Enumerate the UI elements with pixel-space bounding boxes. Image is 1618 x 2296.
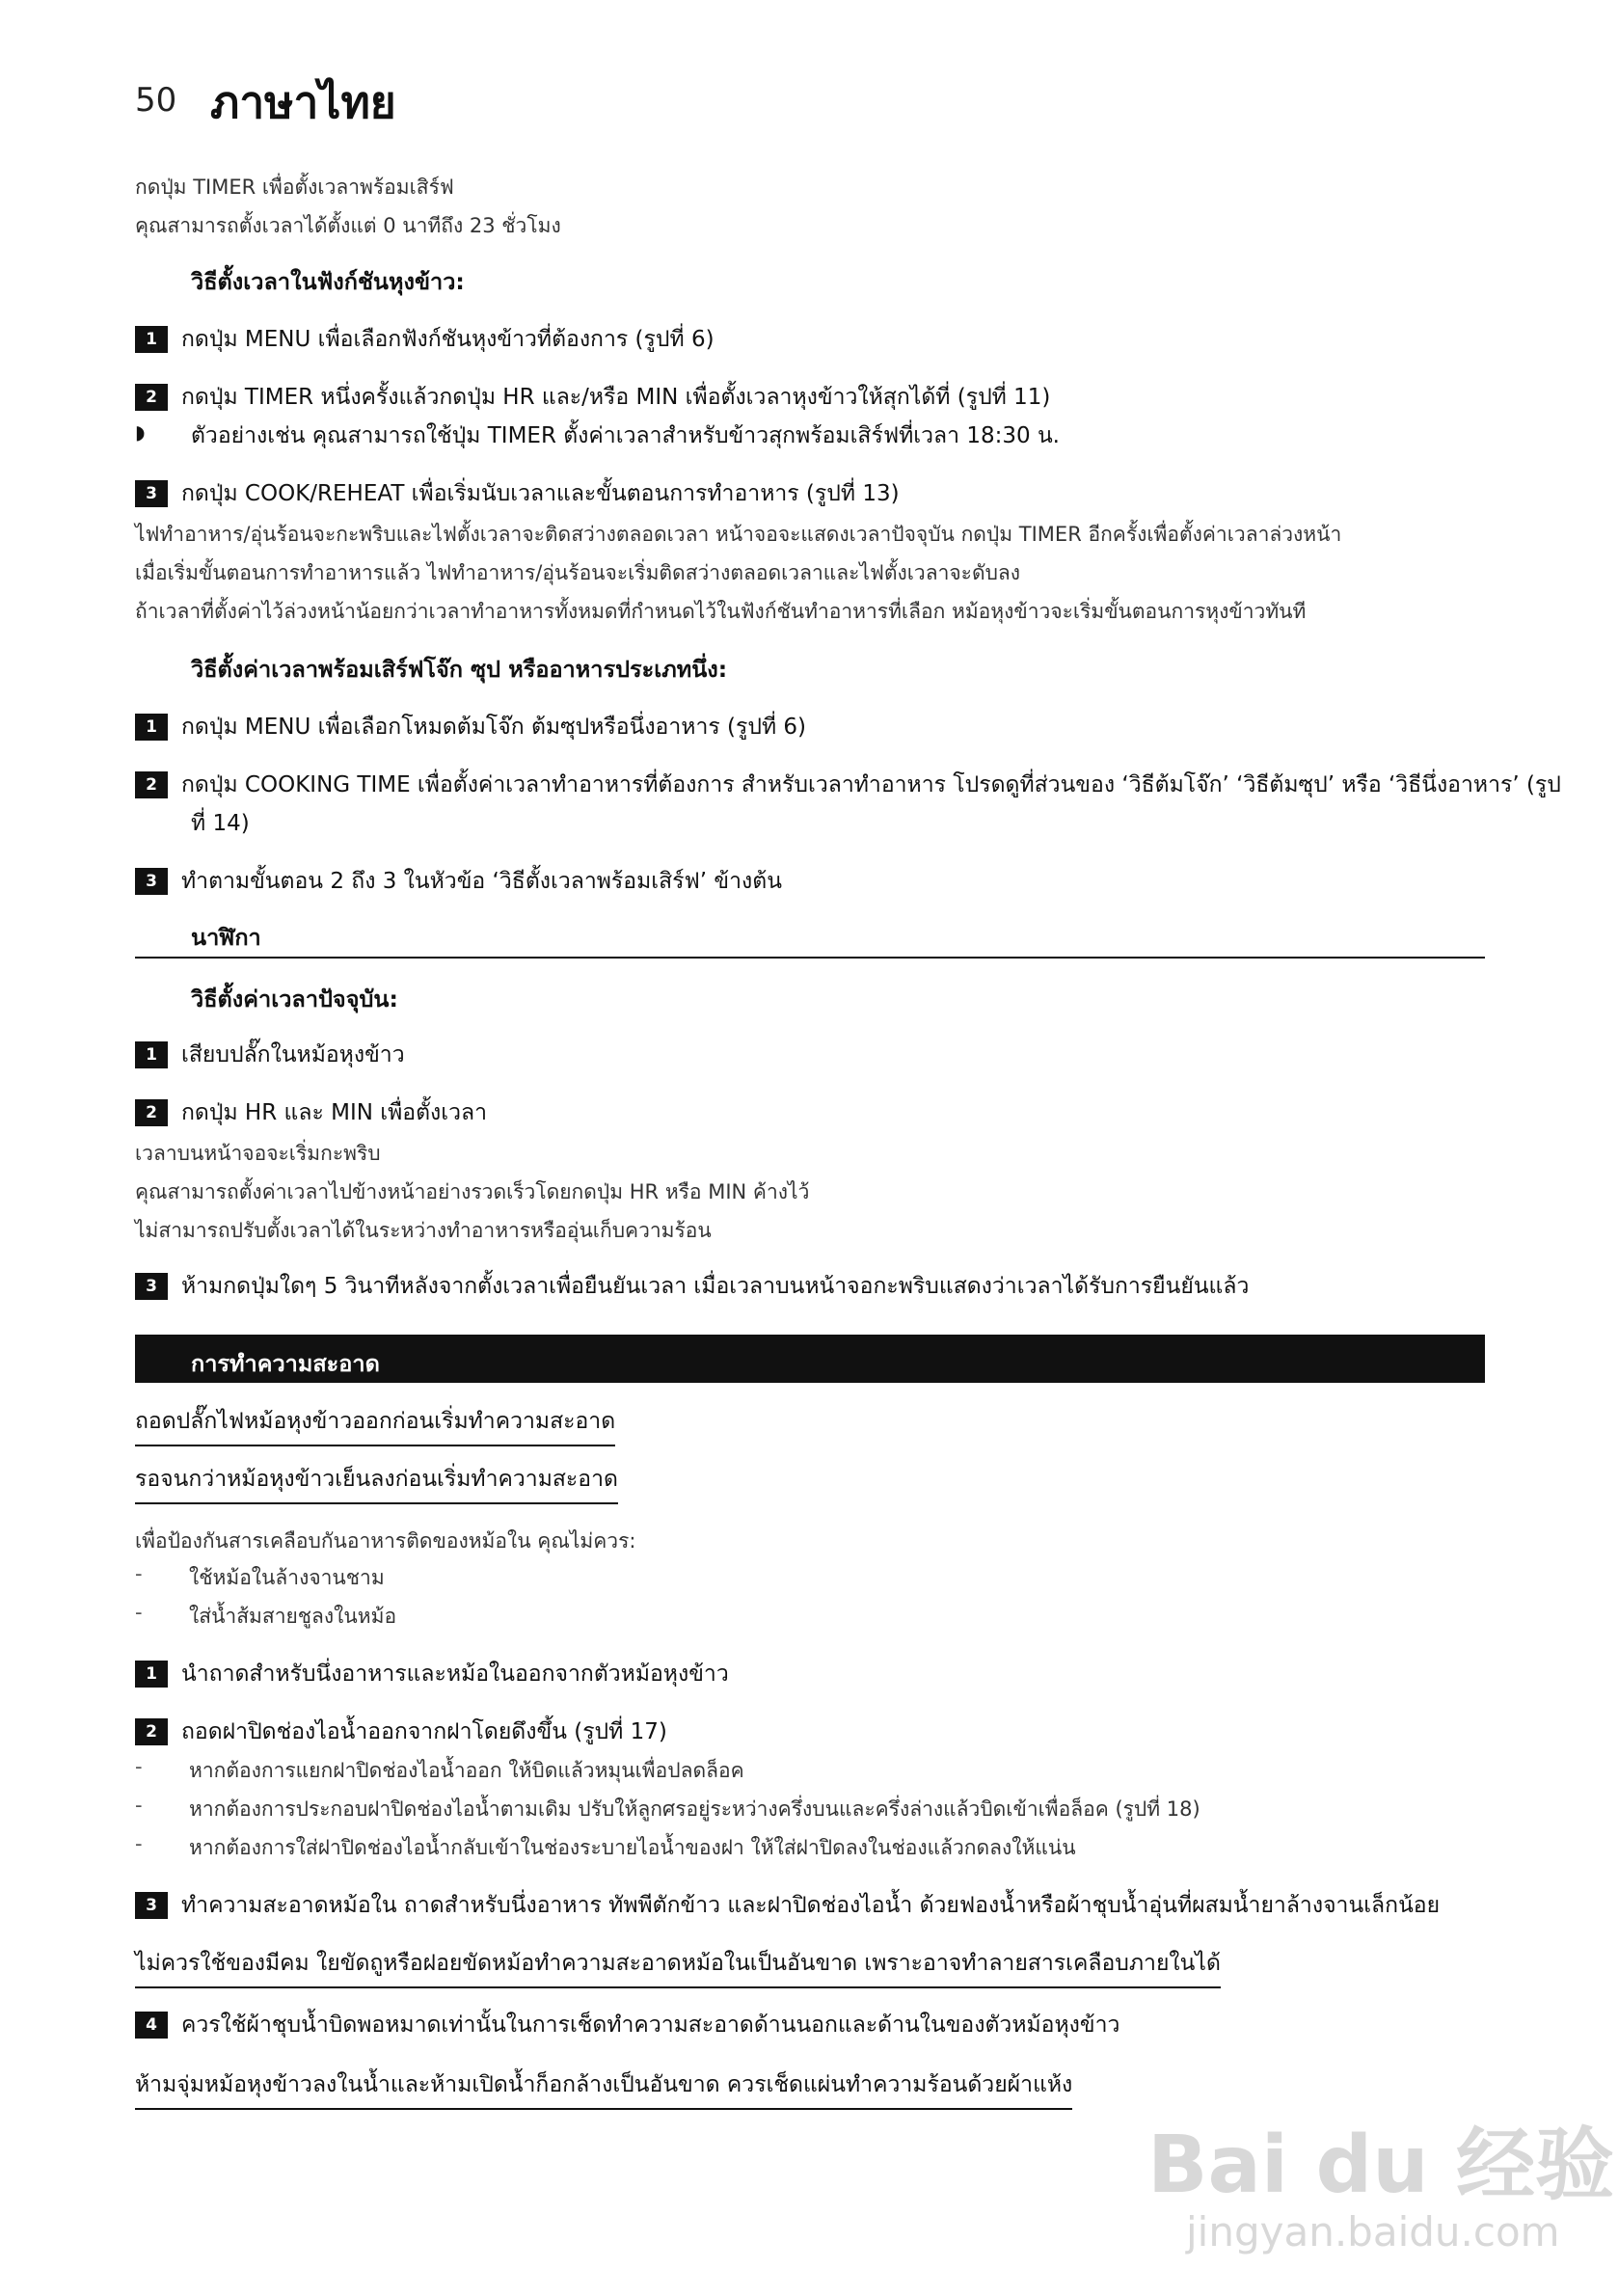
intro-line-2: คุณสามารถตั้งเวลาได้ตั้งแต่ 0 นาทีถึง 23 ชั่วโมง	[135, 214, 561, 237]
porridge-timer-step-1	[135, 710, 806, 744]
watermark-url: jingyan.baidu.com	[1186, 2208, 1560, 2255]
section-divider	[135, 957, 1485, 959]
step-number: 3	[135, 1892, 168, 1919]
cleaning-sub-1: หากต้องการแยกฝาปิดช่องไอน้ำออก ให้บิดแล้วหมุนเพื่อปลดล็อค	[189, 1759, 744, 1782]
cleaning-section-title: การทำความสะอาด	[191, 1350, 380, 1377]
cleaning-warning-2: รอจนกว่าหม้อหุงข้าวเย็นลงก่อนเริ่มทำความสะอาด	[135, 1462, 618, 1504]
cleaning-warning-1: ถอดปลั๊กไฟหม้อหุงข้าวออกก่อนเริ่มทำความสะอาด	[135, 1404, 615, 1446]
cleaning-sub-3: หากต้องการใส่ฝาปิดช่องไอน้ำกลับเข้าในช่องระบายไอน้ำของฝา ให้ใส่ฝาปิดลงในช่องแล้วกดลงให้แน่น	[189, 1836, 1076, 1859]
cleaning-step-3	[135, 1888, 1440, 1923]
cleaning-step-4	[135, 2008, 1119, 2042]
step-text: กดปุ่ม HR และ MIN เพื่อตั้งเวลา	[181, 1100, 488, 1125]
step-number: 1	[135, 326, 168, 353]
cook-timer-example: ตัวอย่างเช่น คุณสามารถใช้ปุ่ม TIMER ตั้งค่าเวลาสำหรับข้าวสุกพร้อมเสิร์ฟที่เวลา 18:30 น.	[191, 423, 1060, 448]
cleaning-intro: เพื่อป้องกันสารเคลือบกันอาหารติดของหม้อใน คุณไม่ควร:	[135, 1529, 636, 1553]
step-number: 2	[135, 1099, 168, 1126]
step-text: นำถาดสำหรับนึ่งอาหารและหม้อในออกจากตัวหม้อหุงข้าว	[181, 1661, 729, 1687]
page-number: 50	[135, 81, 177, 120]
cleaning-warning-4: ห้ามจุ่มหม้อหุงข้าวลงในน้ำและห้ามเปิดน้ำก็อกล้างเป็นอันขาด ควรเช็ดแผ่นทำความร้อนด้วยผ้าแห้ง	[135, 2067, 1072, 2110]
cleaning-step-1	[135, 1657, 729, 1691]
porridge-timer-heading: วิธีตั้งค่าเวลาพร้อมเสิร์ฟโจ๊ก ซุป หรืออาหารประเภทนึ่ง:	[191, 656, 728, 683]
cook-timer-step-3	[135, 476, 900, 511]
cleaning-warning-3: ไม่ควรใช้ของมีคม ใยขัดถูหรือฝอยขัดหม้อทำความสะอาดหม้อในเป็นอันขาด เพราะอาจทำลายสารเคลือบภายในได้	[135, 1946, 1221, 1988]
step-number: 2	[135, 771, 168, 798]
bullet-icon: ◗	[135, 420, 146, 444]
step-number: 3	[135, 868, 168, 895]
clock-section-title: นาฬิกา	[191, 924, 261, 951]
porridge-timer-step-2-cont: ที่ 14)	[191, 811, 250, 836]
step-text: ทำตามขั้นตอน 2 ถึง 3 ในหัวข้อ ‘วิธีตั้งเวลาพร้อมเสิร์ฟ’ ข้างต้น	[181, 869, 782, 894]
step-number: 2	[135, 384, 168, 411]
cleaning-step-2	[135, 1715, 667, 1749]
cook-timer-step-1	[135, 322, 715, 357]
dash-icon: -	[135, 1755, 143, 1778]
step-number: 1	[135, 714, 168, 741]
cleaning-dont-1: ใช้หม้อในล้างจานชาม	[189, 1566, 385, 1589]
step-text: ควรใช้ผ้าชุบน้ำบิดพอหมาดเท่านั้นในการเช็ดทำความสะอาดด้านนอกและด้านในของตัวหม้อหุงข้าว	[181, 2012, 1120, 2038]
clock-step-3	[135, 1269, 1249, 1304]
step-number: 4	[135, 2012, 168, 2039]
dash-icon: -	[135, 1562, 143, 1585]
porridge-timer-step-3	[135, 864, 782, 899]
clock-note-1: เวลาบนหน้าจอจะเริ่มกะพริบ	[135, 1142, 381, 1165]
cleaning-sub-2: หากต้องการประกอบฝาปิดช่องไอน้ำตามเดิม ปรับให้ลูกศรอยู่ระหว่างครึ่งบนและครึ่งล่างแล้วบิดเข้าเพื่อล็อค (รูปที่ 18)	[189, 1797, 1200, 1821]
step-number: 1	[135, 1041, 168, 1068]
dash-icon: -	[135, 1794, 143, 1817]
page-title: ภาษาไทย	[210, 76, 396, 128]
step-text: เสียบปลั๊กในหม้อหุงข้าว	[181, 1042, 405, 1067]
cleaning-dont-2: ใส่น้ำส้มสายชูลงในหม้อ	[189, 1605, 397, 1628]
cook-timer-note-3: ถ้าเวลาที่ตั้งค่าไว้ล่วงหน้าน้อยกว่าเวลาทำอาหารทั้งหมดที่กำหนดไว้ในฟังก์ชันทำอาหารที่เลือก หม้อหุงข้าวจะเริ่มขั้นตอนการหุงข้าวทันที	[135, 600, 1307, 623]
dash-icon: -	[135, 1832, 143, 1855]
step-text: กดปุ่ม TIMER หนึ่งครั้งแล้วกดปุ่ม HR และ/หรือ MIN เพื่อตั้งเวลาหุงข้าวให้สุกได้ที่ (รูปที่ 11)	[181, 385, 1051, 410]
dash-icon: -	[135, 1601, 143, 1624]
step-text: กดปุ่ม COOKING TIME เพื่อตั้งค่าเวลาทำอาหารที่ต้องการ สำหรับเวลาทำอาหาร โปรดดูที่ส่วนของ ‘วิธีต้มโจ๊ก’ ‘วิธีต้มซุป’ หรือ ‘วิธีนึ่งอาหาร’ (รูป	[181, 772, 1561, 797]
step-text: ทำความสะอาดหม้อใน ถาดสำหรับนึ่งอาหาร ทัพพีตักข้าว และฝาปิดช่องไอน้ำ ด้วยฟองน้ำหรือผ้าชุบน้ำอุ่นที่ผสมน้ำยาล้างจานเล็กน้อย	[181, 1893, 1441, 1918]
clock-note-3: ไม่สามารถปรับตั้งเวลาได้ในระหว่างทำอาหารหรืออุ่นเก็บความร้อน	[135, 1219, 712, 1242]
step-number: 3	[135, 480, 168, 507]
cook-timer-heading: วิธีตั้งเวลาในฟังก์ชันหุงข้าว:	[191, 268, 465, 295]
step-number: 1	[135, 1661, 168, 1688]
clock-step-1	[135, 1038, 405, 1072]
step-text: ห้ามกดปุ่มใดๆ 5 วินาทีหลังจากตั้งเวลาเพื่อยืนยันเวลา เมื่อเวลาบนหน้าจอกะพริบแสดงว่าเวลาได้รับการยืนยันแล้ว	[181, 1274, 1250, 1299]
cook-timer-step-2	[135, 380, 1050, 415]
cook-timer-note-2: เมื่อเริ่มขั้นตอนการทำอาหารแล้ว ไฟทำอาหาร/อุ่นร้อนจะเริ่มติดสว่างตลอดเวลาและไฟตั้งเวลาจะดับลง	[135, 561, 1021, 584]
step-text: ถอดฝาปิดช่องไอน้ำออกจากฝาโดยดึงขึ้น (รูปที่ 17)	[181, 1719, 667, 1744]
clock-note-2: คุณสามารถตั้งค่าเวลาไปข้างหน้าอย่างรวดเร็วโดยกดปุ่ม HR หรือ MIN ค้างไว้	[135, 1180, 810, 1203]
step-text: กดปุ่ม MENU เพื่อเลือกโหมดต้มโจ๊ก ต้มซุปหรือนึ่งอาหาร (รูปที่ 6)	[181, 715, 807, 740]
step-number: 2	[135, 1718, 168, 1745]
step-number: 3	[135, 1273, 168, 1300]
cook-timer-note-1: ไฟทำอาหาร/อุ่นร้อนจะกะพริบและไฟตั้งเวลาจะติดสว่างตลอดเวลา หน้าจอจะแสดงเวลาปัจจุบัน กดปุ่ม TIMER อีกครั้งเพื่อตั้งค่าเวลาล่วงหน้า	[135, 523, 1342, 546]
step-text: กดปุ่ม COOK/REHEAT เพื่อเริ่มนับเวลาและขั้นตอนการทำอาหาร (รูปที่ 13)	[181, 481, 900, 506]
clock-step-2	[135, 1095, 487, 1130]
clock-heading: วิธีตั้งค่าเวลาปัจจุบัน:	[191, 986, 398, 1013]
intro-line-1: กดปุ่ม TIMER เพื่อตั้งเวลาพร้อมเสิร์ฟ	[135, 176, 454, 199]
watermark-logo: Bai du 经验	[1147, 2120, 1615, 2211]
step-text: กดปุ่ม MENU เพื่อเลือกฟังก์ชันหุงข้าวที่ต้องการ (รูปที่ 6)	[181, 327, 715, 352]
porridge-timer-step-2	[135, 768, 1561, 802]
